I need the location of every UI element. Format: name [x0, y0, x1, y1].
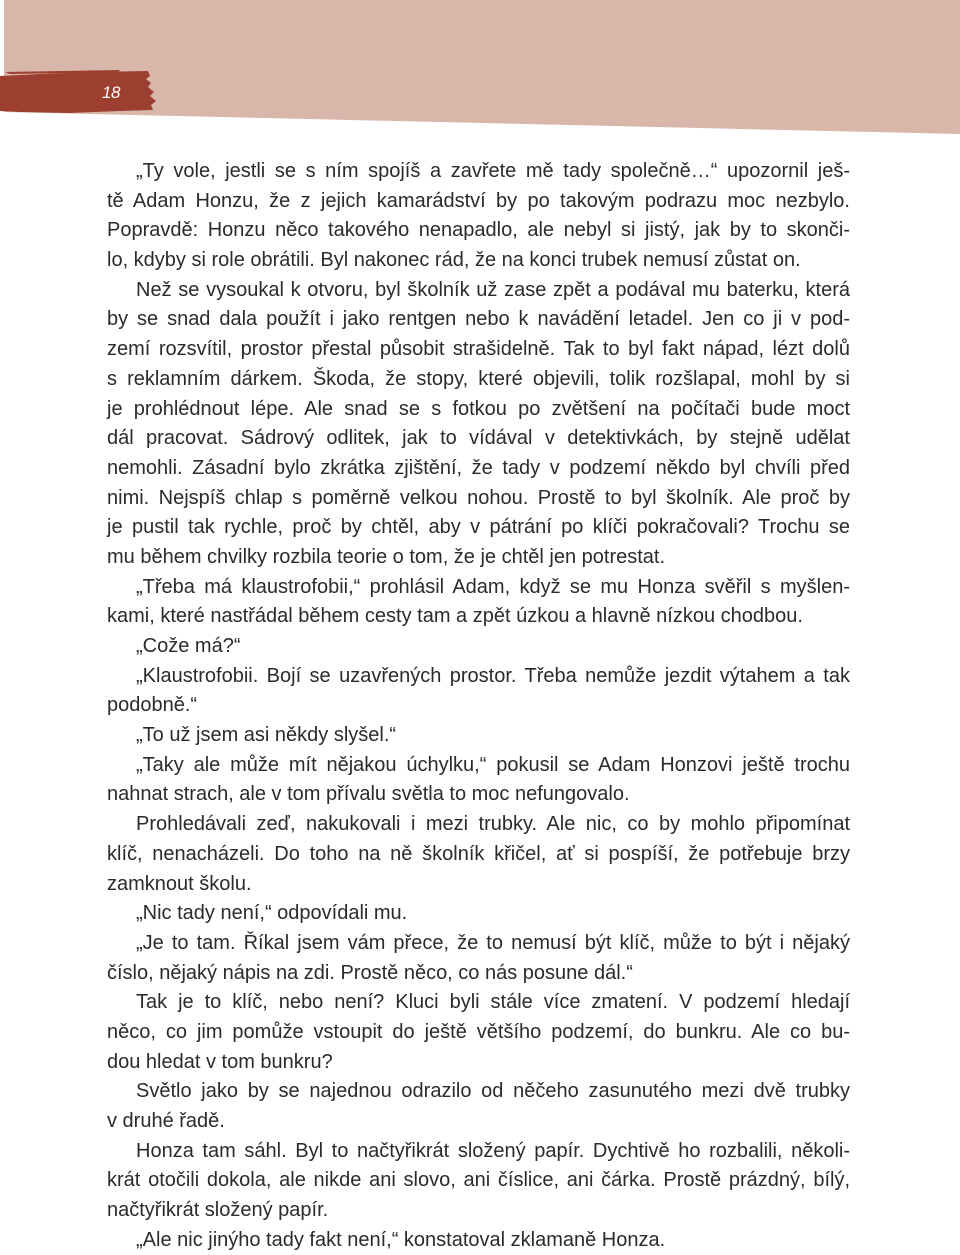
text-line: něco, co jim pomůže vstoupit do ještě většího podzemí, do bunkru. Ale co bu-: [107, 1020, 850, 1043]
text-line: v druhé řadě.: [107, 1110, 225, 1132]
text-line: zamknout školu.: [107, 872, 252, 895]
text-line: nahnat strach, ale v tom přívalu světla to moc nefungovalo.: [107, 783, 630, 806]
text-line: je prohlédnout lépe. Ale snad se s fotkou po zvětšení na počítači bude moct: [107, 397, 850, 420]
paragraph: [107, 751, 850, 810]
text-line: „Je to tam. Říkal jsem vám přece, že to nemusí být klíč, může to být i nějaký: [136, 931, 850, 954]
page-number: 18: [102, 83, 120, 102]
text-line: číslo, nějaký nápis na zdi. Prostě něco, co nás posune dál.“: [107, 961, 633, 984]
text-line: klíč, nenacházeli. Do toho na ně školník křičel, ať si pospíší, že potřebuje brzy: [107, 842, 850, 865]
paragraph: [107, 276, 850, 573]
paragraph: [107, 1077, 850, 1136]
paragraph: [107, 1226, 850, 1255]
text-line: Prohledávali zeď, nakukovali i mezi trubky. Ale nic, co by mohlo připomínat: [136, 813, 850, 836]
text-line: dou hledat v tom bunkru?: [107, 1050, 333, 1073]
text-line: Tak je to klíč, nebo není? Kluci byli stále více zmatení. V podzemí hledají: [136, 991, 850, 1014]
text-line: s reklamním dárkem. Škoda, že stopy, které objevili, tolik rozšlapal, mohl by si: [107, 367, 850, 390]
paragraph: [107, 1137, 850, 1226]
paragraph: [107, 573, 850, 632]
text-line: načtyřikrát složený papír.: [107, 1199, 329, 1222]
text-line: podobně.“: [107, 694, 198, 717]
text-line: lo, kdyby si role obrátili. Byl nakonec rád, že na konci trubek nemusí zůstat on.: [107, 249, 801, 272]
text-line: „Taky ale může mít nějakou úchylku,“ pokusil se Adam Honzovi ještě trochu: [136, 753, 850, 776]
paragraph: [107, 157, 850, 276]
text-line: Světlo jako by se najednou odrazilo od něčeho zasunutého mezi dvě trubky: [136, 1080, 850, 1103]
text-line: „Klaustrofobii. Bojí se uzavřených prostor. Třeba nemůže jezdit výtahem a tak: [136, 664, 850, 687]
text-line: „Ty vole, jestli se s ním spojíš a zavřete mě tady společně…“ upozornil ješ-: [136, 160, 850, 182]
text-line: „To už jsem asi někdy slyšel.“: [136, 724, 397, 747]
body-text: [107, 157, 850, 1255]
text-line: je pustil tak rychle, proč by chtěl, aby v pátrání po klíči pokračovali? Trochu se: [107, 516, 850, 539]
text-line: nemohli. Zásadní bylo zkrátka zjištění, že tady v podzemí někdo byl chvíli před: [107, 456, 850, 479]
text-line: dál pracovat. Sádrový odlitek, jak to vídával v detektivkách, by stejně udělat: [107, 427, 850, 450]
text-line: Popravdě: Honzu něco takového nenapadlo, ale nebyl si jistý, jak by to skonči-: [107, 219, 850, 242]
page-number-brush-stroke: [0, 70, 156, 113]
paragraph: [107, 721, 850, 751]
text-line: zemí rozsvítil, prostor přestal působit strašidelně. Tak to byl fakt nápad, lézt dolů: [107, 338, 850, 361]
header-band: [0, 0, 960, 140]
text-line: „Ale nic jinýho tady fakt není,“ konstatoval zklamaně Honza.: [136, 1228, 666, 1251]
text-line: „Třeba má klaustrofobii,“ prohlásil Adam, když se mu Honza svěřil s myšlen-: [136, 575, 850, 598]
paragraph: [107, 988, 850, 1077]
text-line: „Cože má?“: [136, 635, 241, 657]
paragraph: [107, 899, 850, 929]
text-line: Než se vysoukal k otvoru, byl školník už zase zpět a podával mu baterku, která: [136, 278, 850, 301]
text-line: Honza tam sáhl. Byl to načtyřikrát složený papír. Dychtivě ho rozbalili, několi-: [136, 1139, 850, 1162]
text-line: tě Adam Honzu, že z jejich kamarádství by po takovým podrazu moc nezbylo.: [107, 189, 850, 212]
text-line: mu během chvilky rozbila teorie o tom, že je chtěl jen potrestat.: [107, 545, 666, 568]
text-line: nimi. Nejspíš chlap s poměrně velkou nohou. Prostě to byl školník. Ale proč by: [107, 486, 850, 509]
paragraph: [107, 632, 850, 662]
text-line: by se snad dala použít i jako rentgen nebo k navádění letadel. Jen co ji v pod-: [107, 308, 850, 331]
text-line: „Nic tady není,“ odpovídali mu.: [136, 902, 408, 925]
text-line: kami, které nastřádal během cesty tam a zpět úzkou a hlavně nízkou chodbou.: [107, 605, 803, 628]
text-line: krát otočili dokola, ale nikde ani slovo, ani číslice, ani čárka. Prostě prázdný, bílý,: [107, 1169, 850, 1192]
header-band-background: [4, 0, 960, 134]
paragraph: [107, 810, 850, 899]
paragraph: [107, 662, 850, 721]
paragraph: [107, 929, 850, 988]
